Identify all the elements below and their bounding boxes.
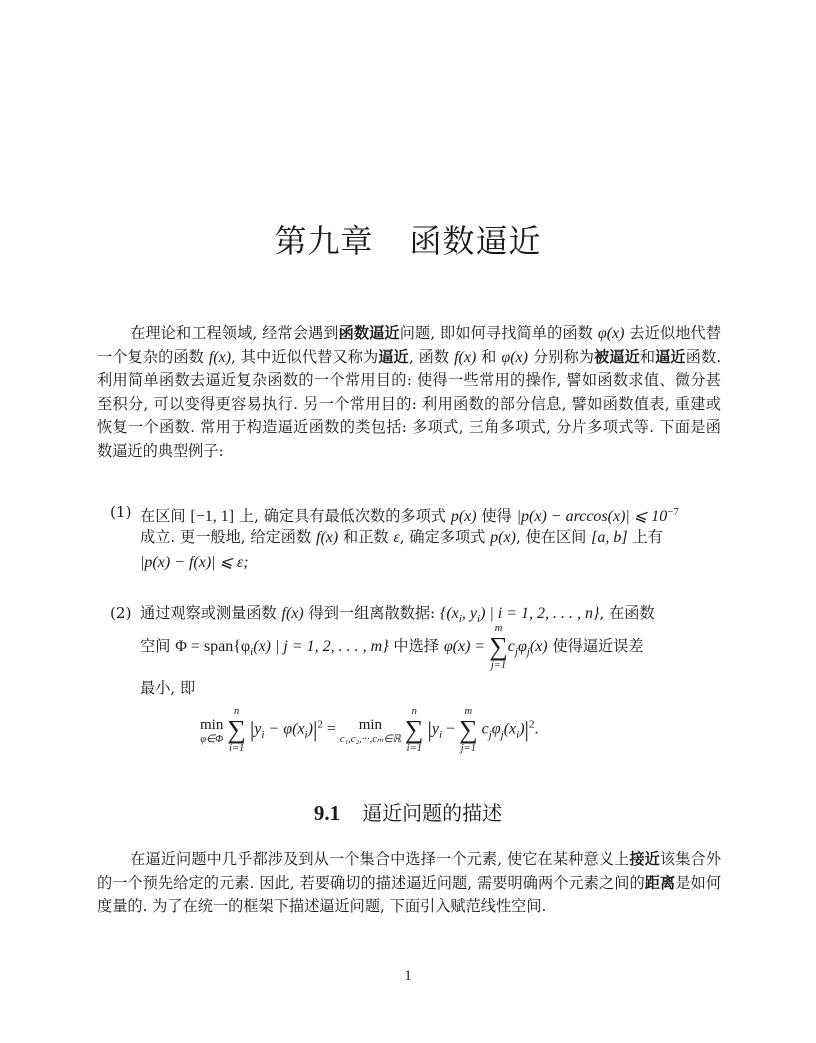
item1-text: , 使在区间 — [515, 528, 592, 546]
minus: − — [442, 720, 460, 738]
section-name: 逼近问题的描述 — [362, 801, 503, 825]
square: 2 — [317, 718, 323, 731]
item2-line-2 — [140, 623, 644, 671]
interval-ab: [a, b] — [591, 529, 628, 546]
data-set-math: ) | i = 1, 2, . . . , n} — [480, 605, 600, 622]
intro-text-9: 函数. 利用简单函数去逼近复杂函数的一个常用目的: 使得一些常用的操作, 譬如函数求值、微分甚至积分, 可以变得更容易执行. 另一个常用目的: 利用函数的部分信息, 譬如函数值表, 重建或恢复一个函数. 常用于构造逼近函数的类包括: 多项式, 三角多项式, 分片多项式等. 下面是函数逼近的典型例子: — [97, 347, 722, 460]
basis-arg: (x) — [529, 638, 548, 655]
sum-upper: m — [464, 706, 473, 717]
term-distance: 距离 — [644, 873, 676, 892]
summation-symbol: m ∑ j=1 — [459, 706, 478, 754]
item1-text: 上, 确定具有最低次数的多项式 — [234, 507, 451, 526]
item1-text: 在区间 — [140, 507, 191, 526]
chapter-title — [0, 216, 816, 262]
term-approximated: 被逼近 — [594, 347, 640, 366]
least-squares-equation: min φ∈Φ n ∑ i=1 $|y_i - \varphi(x_i)|^2$ = min c₁,c₂,···,cₘ∈ℝ n ∑ i=1 $|y_i$ − m ∑ j=1 $c_j\varphi_j(x_i)|^2$. — [200, 706, 539, 754]
eq-term: c — [481, 720, 489, 738]
math-f-x-2: f(x) — [454, 348, 477, 366]
term-approximation: 逼近 — [378, 347, 409, 366]
subscript: i — [261, 728, 265, 741]
inequality-math: |p(x) − arccos(x)| ⩽ 10 — [516, 508, 668, 526]
min-operator-1 — [200, 716, 223, 745]
subscript: j — [526, 646, 530, 659]
intro-text-2: 问题, 即如何寻找简单的函数 — [399, 324, 598, 342]
item2-text: 最小, 即 — [140, 679, 196, 697]
item1-text: 和正数 — [338, 528, 394, 546]
math-epsilon: ε — [393, 529, 400, 546]
eq-term: y — [431, 720, 439, 738]
item2-text: 通过观察或测量函数 — [140, 604, 282, 622]
section-number: 9.1 — [313, 801, 341, 825]
item1-line-3 — [140, 550, 249, 575]
intro-text-5: , 函数 — [408, 347, 455, 366]
subscript: i — [438, 728, 443, 741]
sum-lower: i=1 — [406, 743, 422, 754]
subscript: j — [488, 728, 492, 741]
intro-text-8: 和 — [639, 347, 656, 366]
section-text-3: 是如何度量的. 为了在统一的框架下描述逼近问题, 下面引入赋范线性空间. — [97, 873, 722, 916]
intro-text-3: 去近似地代替一个复杂的函数 — [97, 324, 722, 366]
section-text-2: 该集合外的一个预先给定的元素. 因此, 若要确切的描述逼近问题, 需要明确两个元素之间的 — [97, 850, 722, 892]
math-phi-x: φ(x) — [597, 325, 625, 342]
item2-text: 得到一组离散数据: — [303, 604, 440, 622]
eq-term: y — [254, 720, 262, 738]
min-text: min — [358, 716, 383, 733]
eq-term: ) — [307, 720, 313, 738]
span-math: Φ = span{φ — [175, 638, 251, 655]
section-paragraph — [97, 848, 721, 919]
eq-term: φ — [491, 720, 501, 738]
section-text-1: 在逼近问题中几乎都涉及到从一个集合中选择一个元素, 使它在某种意义上 — [130, 850, 630, 868]
coef: c — [507, 638, 515, 655]
exponent: −7 — [667, 506, 679, 518]
item2-text: 使得逼近误差 — [547, 637, 644, 655]
term-function-approximation: 函数逼近 — [338, 324, 400, 342]
item1-text: , 确定多项式 — [399, 528, 491, 546]
min-text: min — [200, 716, 224, 733]
item1-text: 使得 — [476, 507, 517, 526]
intro-text-6: 和 — [476, 347, 502, 366]
math-phi-x-2: φ(x) — [501, 348, 528, 366]
item-number-1: (1) — [110, 503, 132, 521]
math-f-x: f(x) — [281, 605, 304, 622]
sum-upper: n — [233, 706, 240, 717]
item1-line-2 — [140, 525, 663, 550]
math-f-x: f(x) — [316, 529, 339, 546]
page-number: 1 — [404, 968, 412, 984]
subscript: i — [477, 613, 481, 626]
period: . — [534, 720, 539, 738]
min-sub: c₁,c₂,···,cₘ∈ℝ — [339, 733, 401, 745]
poly-math: p(x) — [490, 529, 516, 546]
display-equation — [0, 706, 816, 766]
subscript: i — [458, 613, 462, 626]
subscript: i — [250, 646, 254, 659]
summation-symbol: m ∑ j=1 — [489, 623, 508, 671]
item1-text: 成立. 更一般地, 给定函数 — [140, 528, 317, 546]
sum-lower: j=1 — [490, 660, 507, 671]
intro-text-1: 在理论和工程领域, 经常会遇到 — [130, 324, 339, 342]
subscript: i — [516, 728, 520, 741]
summation-symbol: n ∑ i=1 — [404, 706, 424, 754]
example-item-2 — [110, 601, 721, 701]
sum-lower: j=1 — [460, 743, 476, 754]
inequality-math: |p(x) − f(x)| ⩽ ε; — [140, 554, 249, 571]
chapter-name: 函数逼近 — [409, 222, 542, 260]
math-f-x: f(x) — [208, 348, 232, 366]
item1-text: 上有 — [627, 528, 663, 546]
summation-symbol: n ∑ i=1 — [227, 706, 246, 754]
sum-upper: m — [494, 623, 503, 634]
phi-def-math: φ(x) = — [443, 638, 490, 655]
item2-text: 空间 — [140, 637, 176, 655]
eq-term: − φ(x — [264, 720, 305, 738]
intro-text-7: 分别称为 — [527, 347, 595, 366]
subscript: i — [304, 728, 308, 741]
intro-paragraph — [97, 322, 721, 464]
equals-sign: = — [326, 720, 340, 738]
term-approximating: 逼近 — [655, 347, 686, 366]
item2-text: , 在函数 — [599, 604, 655, 622]
intro-text-4: , 其中近似代替又称为 — [231, 347, 379, 366]
subscript: j — [514, 646, 518, 659]
data-set-math: {(x — [440, 605, 459, 622]
eq-term: (x — [503, 720, 517, 738]
subscript: j — [500, 728, 504, 741]
min-operator-2 — [340, 716, 401, 745]
min-sub: φ∈Φ — [200, 733, 224, 745]
chapter-label: 第九章 — [274, 222, 374, 260]
data-set-math: , y — [461, 605, 477, 622]
interval-math: [−1, 1] — [190, 508, 235, 526]
sum-upper: n — [411, 706, 417, 717]
section-heading — [0, 797, 816, 826]
poly-math: p(x) — [450, 508, 477, 526]
eq-term: ) — [519, 720, 525, 738]
item2-line-3 — [140, 676, 195, 700]
basis: φ — [517, 638, 527, 655]
span-math: (x) | j = 1, 2, . . . , m} — [253, 638, 389, 655]
square: 2 — [528, 718, 535, 731]
term-close: 接近 — [629, 850, 660, 868]
sum-lower: i=1 — [228, 743, 245, 754]
item2-text: 中选择 — [388, 637, 444, 655]
example-item-1 — [110, 500, 721, 580]
item-number-2: (2) — [110, 604, 132, 622]
